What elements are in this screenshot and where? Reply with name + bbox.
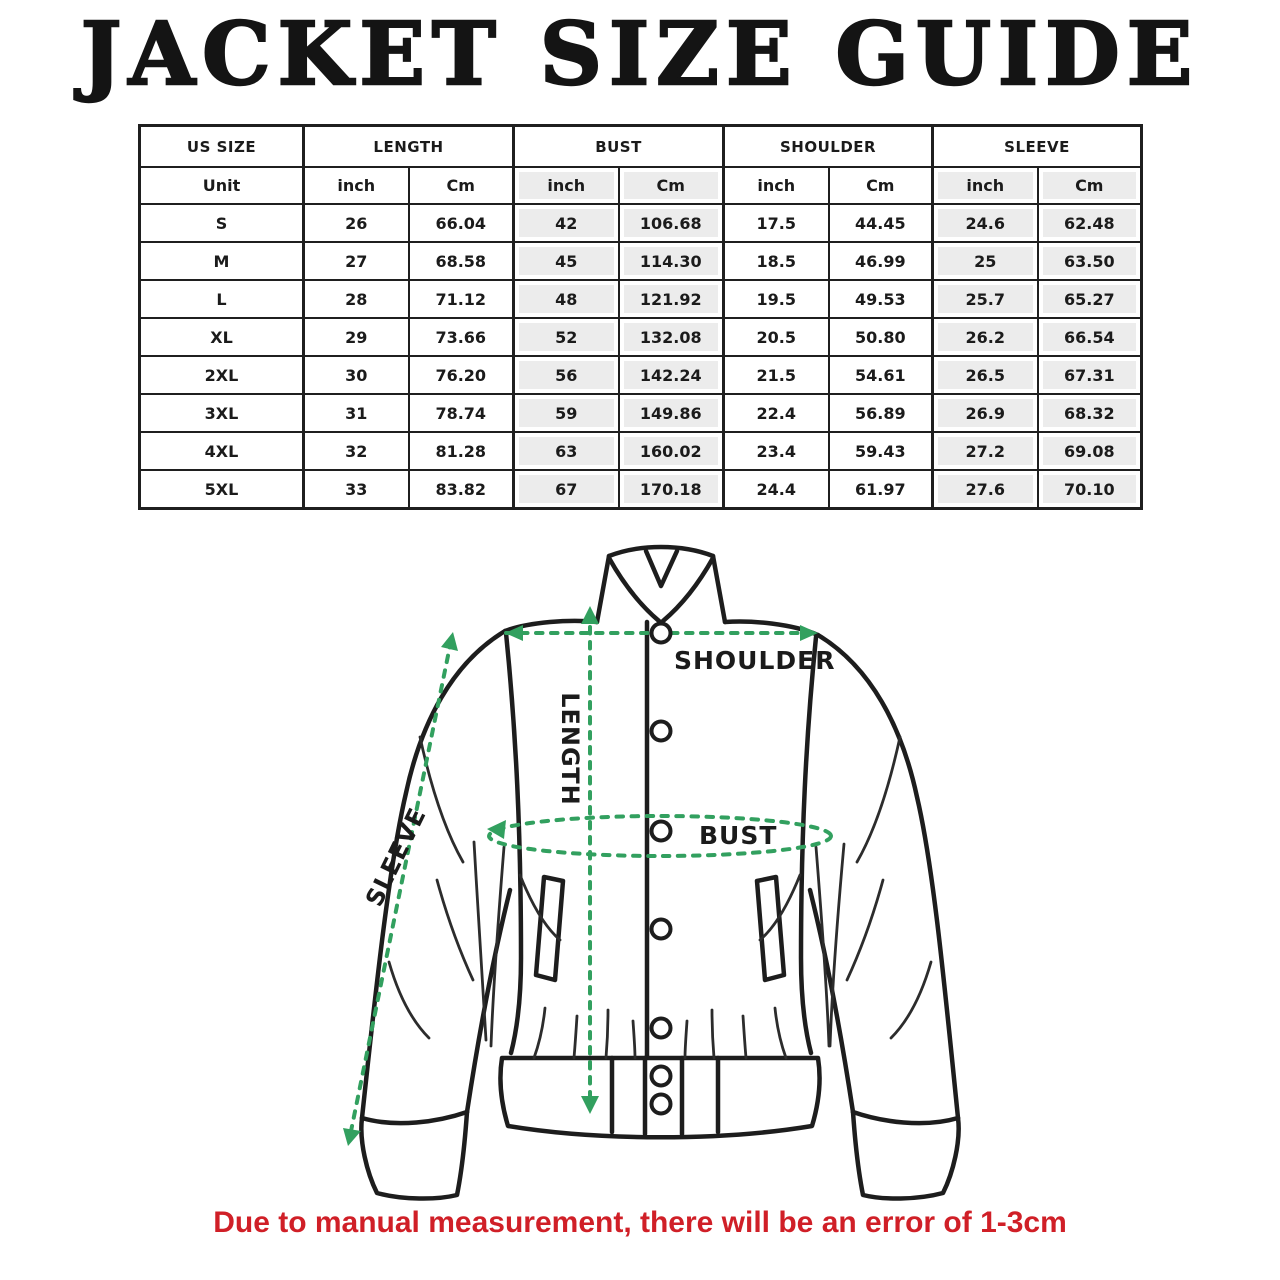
cell: 66.54 bbox=[1038, 318, 1142, 356]
measurement-arrowheads bbox=[343, 606, 818, 1146]
cell: 32 bbox=[304, 432, 409, 470]
cell: inch bbox=[724, 167, 829, 204]
table-row bbox=[140, 394, 1142, 432]
table-row bbox=[140, 280, 1142, 318]
cell: 26.9 bbox=[933, 394, 1038, 432]
cell: 59.43 bbox=[829, 432, 933, 470]
jacket-wrinkles bbox=[389, 737, 931, 1058]
cell: M bbox=[140, 242, 304, 280]
cell: Cm bbox=[619, 167, 724, 204]
cell: 26 bbox=[304, 204, 409, 242]
cell: 19.5 bbox=[724, 280, 829, 318]
cell: 69.08 bbox=[1038, 432, 1142, 470]
cell: 142.24 bbox=[619, 356, 724, 394]
cell: 24.6 bbox=[933, 204, 1038, 242]
cell: 27.2 bbox=[933, 432, 1038, 470]
cell: inch bbox=[933, 167, 1038, 204]
cell: 56.89 bbox=[829, 394, 933, 432]
table-row bbox=[140, 432, 1142, 470]
cell: 170.18 bbox=[619, 470, 724, 509]
cell: 48 bbox=[514, 280, 619, 318]
cell: 71.12 bbox=[409, 280, 514, 318]
cell: S bbox=[140, 204, 304, 242]
bust-label: BUST bbox=[699, 821, 778, 850]
header-row bbox=[140, 126, 1142, 168]
sleeve-label: SLEEVE bbox=[360, 803, 432, 911]
jacket-buttons bbox=[652, 624, 671, 1114]
cell: 25.7 bbox=[933, 280, 1038, 318]
cell: 29 bbox=[304, 318, 409, 356]
cell: 18.5 bbox=[724, 242, 829, 280]
cell: 149.86 bbox=[619, 394, 724, 432]
disclaimer-text: Due to manual measurement, there will be an error of 1-3cm bbox=[213, 1206, 1067, 1239]
col-header-sleeve: SLEEVE bbox=[933, 126, 1142, 168]
cell: 65.27 bbox=[1038, 280, 1142, 318]
table-row bbox=[140, 242, 1142, 280]
cell: 17.5 bbox=[724, 204, 829, 242]
cell: Cm bbox=[1038, 167, 1142, 204]
cell: 83.82 bbox=[409, 470, 514, 509]
col-header-shoulder: SHOULDER bbox=[724, 126, 933, 168]
cell: 45 bbox=[514, 242, 619, 280]
cell: 114.30 bbox=[619, 242, 724, 280]
cell: 2XL bbox=[140, 356, 304, 394]
cell: 26.2 bbox=[933, 318, 1038, 356]
col-header-us-size: US SIZE bbox=[140, 126, 304, 168]
cell: 54.61 bbox=[829, 356, 933, 394]
cell: 106.68 bbox=[619, 204, 724, 242]
table-row bbox=[140, 356, 1142, 394]
cell: 121.92 bbox=[619, 280, 724, 318]
cell: 20.5 bbox=[724, 318, 829, 356]
cell: Unit bbox=[140, 167, 304, 204]
cell: 25 bbox=[933, 242, 1038, 280]
page-title: JACKET SIZE GUIDE bbox=[80, 4, 1200, 105]
cell: 76.20 bbox=[409, 356, 514, 394]
cell: L bbox=[140, 280, 304, 318]
cell: 61.97 bbox=[829, 470, 933, 509]
cell: 44.45 bbox=[829, 204, 933, 242]
cell: 42 bbox=[514, 204, 619, 242]
cell: 78.74 bbox=[409, 394, 514, 432]
cell: 3XL bbox=[140, 394, 304, 432]
cell: 132.08 bbox=[619, 318, 724, 356]
cell: 49.53 bbox=[829, 280, 933, 318]
cell: 50.80 bbox=[829, 318, 933, 356]
cell: 73.66 bbox=[409, 318, 514, 356]
cell: 27 bbox=[304, 242, 409, 280]
cell: 5XL bbox=[140, 470, 304, 509]
jacket-diagram bbox=[300, 512, 1020, 1224]
cell: 62.48 bbox=[1038, 204, 1142, 242]
cell: 81.28 bbox=[409, 432, 514, 470]
cell: 70.10 bbox=[1038, 470, 1142, 509]
cell: 67.31 bbox=[1038, 356, 1142, 394]
cell: 28 bbox=[304, 280, 409, 318]
table-row bbox=[140, 204, 1142, 242]
cell: 68.58 bbox=[409, 242, 514, 280]
cell: 66.04 bbox=[409, 204, 514, 242]
size-table bbox=[138, 124, 1143, 510]
table-row bbox=[140, 470, 1142, 509]
length-label: LENGTH bbox=[556, 692, 584, 806]
cell: 68.32 bbox=[1038, 394, 1142, 432]
col-header-length: LENGTH bbox=[304, 126, 514, 168]
cell: 63.50 bbox=[1038, 242, 1142, 280]
cell: 26.5 bbox=[933, 356, 1038, 394]
unit-row bbox=[140, 167, 1142, 204]
cell: inch bbox=[514, 167, 619, 204]
cell: 33 bbox=[304, 470, 409, 509]
cell: 4XL bbox=[140, 432, 304, 470]
cell: 30 bbox=[304, 356, 409, 394]
cell: 46.99 bbox=[829, 242, 933, 280]
cell: 56 bbox=[514, 356, 619, 394]
cell: 22.4 bbox=[724, 394, 829, 432]
cell: Cm bbox=[829, 167, 933, 204]
col-header-bust: BUST bbox=[514, 126, 724, 168]
cell: 160.02 bbox=[619, 432, 724, 470]
cell: 52 bbox=[514, 318, 619, 356]
cell: 67 bbox=[514, 470, 619, 509]
cell: XL bbox=[140, 318, 304, 356]
cell: 31 bbox=[304, 394, 409, 432]
cell: 27.6 bbox=[933, 470, 1038, 509]
cell: 21.5 bbox=[724, 356, 829, 394]
cell: inch bbox=[304, 167, 409, 204]
shoulder-label: SHOULDER bbox=[674, 646, 836, 675]
cell: 24.4 bbox=[724, 470, 829, 509]
cell: 59 bbox=[514, 394, 619, 432]
table-row bbox=[140, 318, 1142, 356]
cell: 23.4 bbox=[724, 432, 829, 470]
cell: 63 bbox=[514, 432, 619, 470]
cell: Cm bbox=[409, 167, 514, 204]
